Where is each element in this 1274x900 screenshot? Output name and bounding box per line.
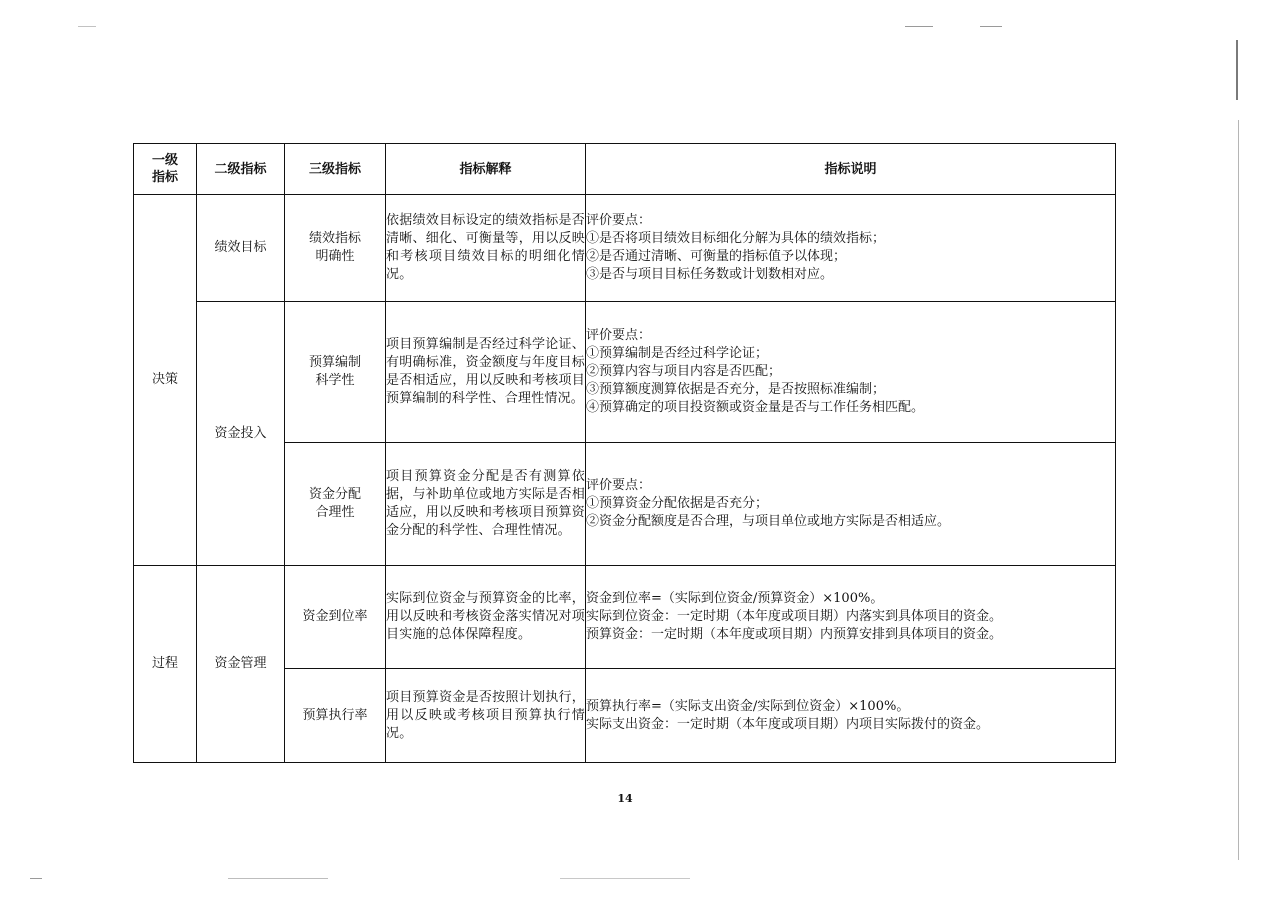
scan-artifact	[228, 878, 328, 879]
description-line: 资金到位率=（实际到位资金/预算资金）×100%。	[586, 591, 884, 606]
header-explanation: 指标解释	[386, 144, 586, 195]
level2-fund-input-cell	[197, 302, 285, 566]
table-header-row	[134, 144, 1116, 195]
description-line: ③是否与项目目标任务数或计划数相对应。	[586, 267, 834, 282]
scan-artifact	[30, 878, 42, 879]
level3-label: 预算编制 科学性	[308, 355, 361, 388]
level1-process: 过程	[151, 656, 178, 671]
level3-label: 预算执行率	[302, 707, 368, 723]
level3-label: 绩效指标 明确性	[308, 231, 361, 264]
level3-cell	[285, 302, 386, 443]
description-line: 预算执行率=（实际支出资金/实际到位资金）×100%。	[586, 698, 910, 714]
description-line: ③预算额度测算依据是否充分，是否按照标准编制；	[586, 382, 886, 397]
description-line: ④预算确定的项目投资额或资金量是否与工作任务相匹配。	[586, 400, 925, 415]
description-line: 评价要点：	[586, 213, 652, 228]
level3-cell	[285, 566, 386, 669]
scan-artifact	[980, 26, 1002, 27]
description-line: ①是否将项目绩效目标细化分解为具体的绩效指标；	[586, 231, 886, 246]
level2-fund-input: 资金投入	[214, 425, 267, 441]
description-line: 预算资金：一定时期（本年度或项目期）内预算安排到具体项目的资金。	[586, 627, 1003, 642]
scan-artifact	[78, 26, 96, 27]
header-level1-text: 一级 指标	[151, 153, 178, 185]
explanation-cell: 项目预算资金分配是否有测算依据，与补助单位或地方实际是否相适应，用以反映和考核项目预算资金分配的科学性、合理性情况。	[386, 443, 586, 566]
level2-performance-goal: 绩效目标	[214, 240, 267, 255]
scan-artifact	[1236, 40, 1238, 100]
scan-artifact	[560, 878, 690, 879]
level3-cell	[285, 443, 386, 566]
description-line: ②是否通过清晰、可衡量的指标值予以体现；	[586, 249, 847, 264]
header-level3: 三级指标	[285, 144, 386, 195]
table-row	[134, 195, 1116, 302]
description-cell	[586, 443, 1116, 566]
explanation-cell: 实际到位资金与预算资金的比率，用以反映和考核资金落实情况对项目实施的总体保障程度。	[386, 566, 586, 669]
scan-artifact	[1238, 120, 1239, 860]
level1-process-cell	[134, 566, 197, 763]
table-row	[134, 302, 1116, 443]
description-cell	[586, 195, 1116, 302]
scan-artifact	[905, 26, 933, 27]
level3-label: 资金分配 合理性	[308, 487, 361, 520]
description-line: 实际支出资金：一定时期（本年度或项目期）内项目实际拨付的资金。	[586, 716, 990, 732]
level3-cell	[285, 195, 386, 302]
level3-label: 资金到位率	[302, 609, 368, 624]
description-cell	[586, 669, 1116, 763]
description-line: 评价要点：	[586, 478, 652, 493]
page-number: 14	[617, 792, 633, 805]
level1-decision: 决策	[151, 372, 178, 387]
explanation-cell: 项目预算编制是否经过科学论证、有明确标准，资金额度与年度目标是否相适应，用以反映和考核项目预算编制的科学性、合理性情况。	[386, 302, 586, 443]
header-level2: 二级指标	[197, 144, 285, 195]
description-line: 评价要点：	[586, 328, 652, 343]
header-level1	[134, 144, 197, 195]
table-row	[134, 566, 1116, 669]
explanation-cell: 依据绩效目标设定的绩效指标是否清晰、细化、可衡量等，用以反映和考核项目绩效目标的明细化情况。	[386, 195, 586, 302]
description-line: ①预算编制是否经过科学论证；	[586, 346, 769, 361]
level2-performance-goal-cell	[197, 195, 285, 302]
description-line: ②资金分配额度是否合理，与项目单位或地方实际是否相适应。	[586, 514, 951, 529]
description-line: ②预算内容与项目内容是否匹配；	[586, 364, 782, 379]
header-description: 指标说明	[586, 144, 1116, 195]
level2-fund-management-cell	[197, 566, 285, 763]
description-cell	[586, 302, 1116, 443]
level2-fund-management: 资金管理	[214, 656, 267, 671]
description-line: ①预算资金分配依据是否充分；	[586, 496, 769, 511]
indicator-table	[133, 143, 1116, 763]
level3-cell	[285, 669, 386, 763]
description-cell	[586, 566, 1116, 669]
description-line: 实际到位资金：一定时期（本年度或项目期）内落实到具体项目的资金。	[586, 609, 1003, 624]
level1-decision-cell	[134, 195, 197, 566]
explanation-cell: 项目预算资金是否按照计划执行，用以反映或考核项目预算执行情况。	[386, 669, 586, 763]
